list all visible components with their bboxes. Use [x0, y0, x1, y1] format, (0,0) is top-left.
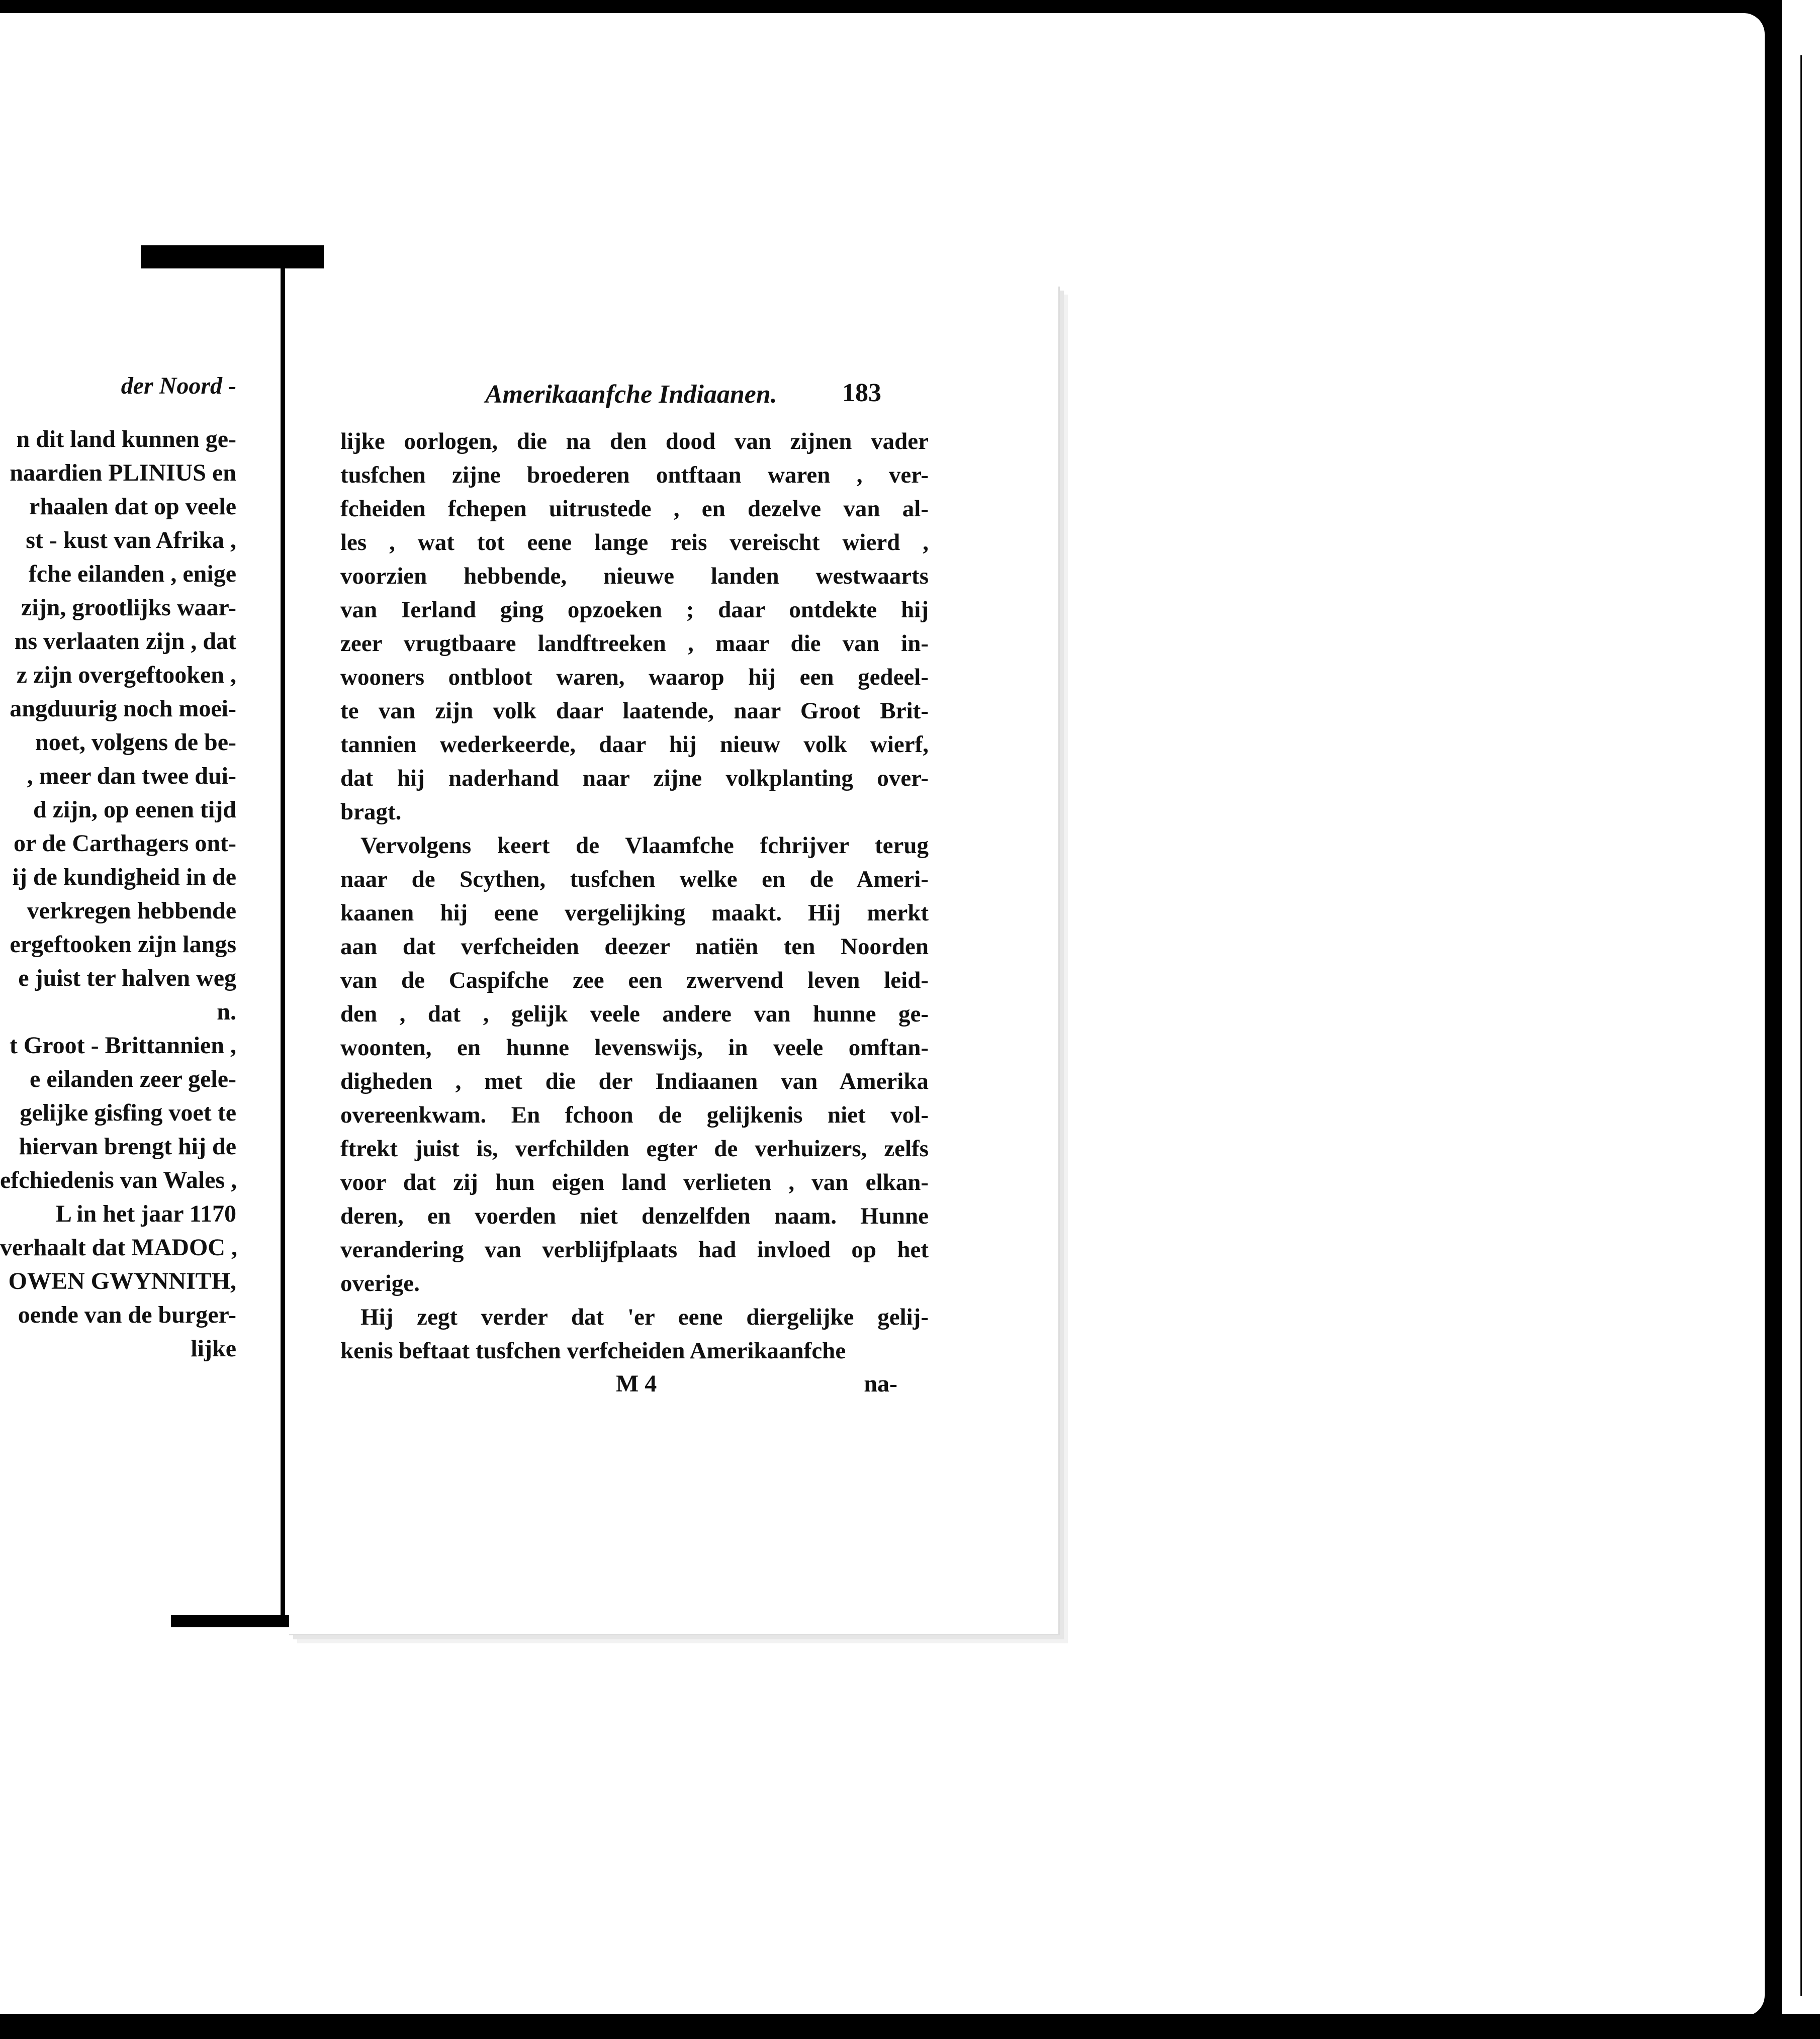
left-text-line: z zijn overgeftooken ,	[16, 662, 236, 688]
text-line: zeer vrugtbaare landftreeken , maar die van in-	[340, 630, 929, 657]
left-text-line: n.	[217, 998, 236, 1025]
text-line: Vervolgens keert de Vlaamfche fchrijver terug	[360, 832, 929, 859]
text-line: van de Caspifche zee een zwervend leven leid-	[340, 967, 929, 993]
left-text-line: or de Carthagers ont-	[13, 830, 236, 857]
text-line: wooners ontbloot waren, waarop hij een gedeel-	[340, 664, 929, 690]
text-line: woonten, en hunne levenswijs, in veele omftan-	[340, 1035, 929, 1061]
scan-right-strip	[1782, 0, 1820, 2039]
text-line: bragt.	[340, 799, 402, 825]
text-line: te van zijn volk daar laatende, naar Groot Brit-	[340, 698, 929, 724]
text-line: naar de Scythen, tusfchen welke en de Ameri-	[340, 866, 929, 892]
scan-bottom-border	[0, 2014, 1820, 2039]
left-text-line: rhaalen dat op veele	[29, 493, 236, 520]
left-text-line: e juist ter halven weg	[18, 965, 236, 991]
gutter-bracket-top	[141, 245, 324, 268]
text-line: kenis beftaat tusfchen verfcheiden Amerikaanfche	[340, 1338, 846, 1364]
left-text-line: zijn, grootlijks waar-	[21, 594, 236, 621]
left-text-line: verkregen hebbende	[27, 897, 236, 924]
text-line: overige.	[340, 1270, 420, 1296]
left-text-line: ij de kundigheid in de	[12, 864, 236, 890]
left-text-line: efchiedenis van Wales ,	[0, 1167, 237, 1193]
left-text-line: st - kust van Afrika ,	[26, 527, 236, 553]
text-line: verandering van verblijfplaats had invloed op het	[340, 1237, 929, 1263]
left-text-line: d zijn, op eenen tijd	[33, 796, 236, 823]
text-line: deren, en voerden niet denzelfden naam. Hunne	[340, 1203, 929, 1229]
left-text-line: OWEN GWYNNITH,	[8, 1268, 236, 1294]
left-text-line: oende van de burger-	[18, 1302, 236, 1328]
left-text-line: lijke	[191, 1335, 236, 1362]
text-line: overeenkwam. En fchoon de gelijkenis niet vol-	[340, 1102, 929, 1128]
left-running-head: der Noord -	[121, 373, 236, 399]
scan-right-edge-line	[1800, 55, 1802, 1996]
text-line: den , dat , gelijk veele andere van hunne ge-	[340, 1001, 929, 1027]
left-text-line: noet, volgens de be-	[35, 729, 236, 756]
left-text-line: verhaalt dat MADOC ,	[0, 1234, 237, 1261]
text-line: tusfchen zijne broederen ontftaan waren , ver-	[340, 462, 929, 488]
text-line: les , wat tot eene lange reis vereischt wierd ,	[340, 529, 929, 555]
page-183	[289, 287, 1060, 1635]
text-line: voor dat zij hun eigen land verlieten , van elkan-	[340, 1169, 929, 1195]
left-text-line: hiervan brengt hij de	[19, 1133, 236, 1160]
left-text-line: angduurig noch moei-	[10, 695, 236, 722]
text-line: kaanen hij eene vergelijking maakt. Hij merkt	[340, 900, 929, 926]
page-number: 183	[842, 379, 881, 407]
text-line: fcheiden fchepen uitrustede , en dezelve van al-	[340, 496, 929, 522]
left-text-line: fche eilanden , enige	[28, 561, 236, 587]
text-line: Hij zegt verder dat 'er eene diergelijke gelij-	[360, 1304, 929, 1330]
left-text-line: gelijke gisfing voet te	[20, 1099, 236, 1126]
scan-top-border	[0, 0, 1820, 13]
left-page-fragment	[0, 372, 239, 1428]
text-line: van Ierland ging opzoeken ; daar ontdekte hij	[340, 597, 929, 623]
text-line: tannien wederkeerde, daar hij nieuw volk wierf,	[340, 731, 929, 758]
running-head: Amerikaanfche Indiaanen.	[485, 380, 777, 409]
text-line: lijke oorlogen, die na den dood van zijnen vader	[340, 428, 929, 454]
signature-mark: M 4	[616, 1370, 657, 1397]
left-text-line: , meer dan twee dui-	[27, 763, 236, 789]
gutter-bracket-vertical	[281, 251, 285, 1626]
left-text-line: L in het jaar 1170	[55, 1200, 236, 1227]
text-line: aan dat verfcheiden deezer natiën ten Noorden	[340, 934, 929, 960]
catchword: na-	[864, 1370, 897, 1397]
left-text-line: naardien PLINIUS en	[10, 459, 236, 486]
text-line: ftrekt juist is, verfchilden egter de verhuizers, zelfs	[340, 1136, 929, 1162]
left-text-line: t Groot - Brittannien ,	[9, 1032, 236, 1059]
left-text-line: ergeftooken zijn langs	[10, 931, 236, 958]
text-line: digheden , met die der Indiaanen van Amerika	[340, 1068, 929, 1094]
text-line: dat hij naderhand naar zijne volkplanting over-	[340, 765, 929, 791]
left-text-line: n dit land kunnen ge-	[16, 426, 236, 452]
left-text-line: ns verlaaten zijn , dat	[14, 628, 236, 655]
text-line: voorzien hebbende, nieuwe landen westwaarts	[340, 563, 929, 589]
left-page-text	[0, 422, 236, 1365]
left-text-line: e eilanden zeer gele-	[30, 1066, 236, 1092]
page-body-text	[340, 425, 929, 1368]
